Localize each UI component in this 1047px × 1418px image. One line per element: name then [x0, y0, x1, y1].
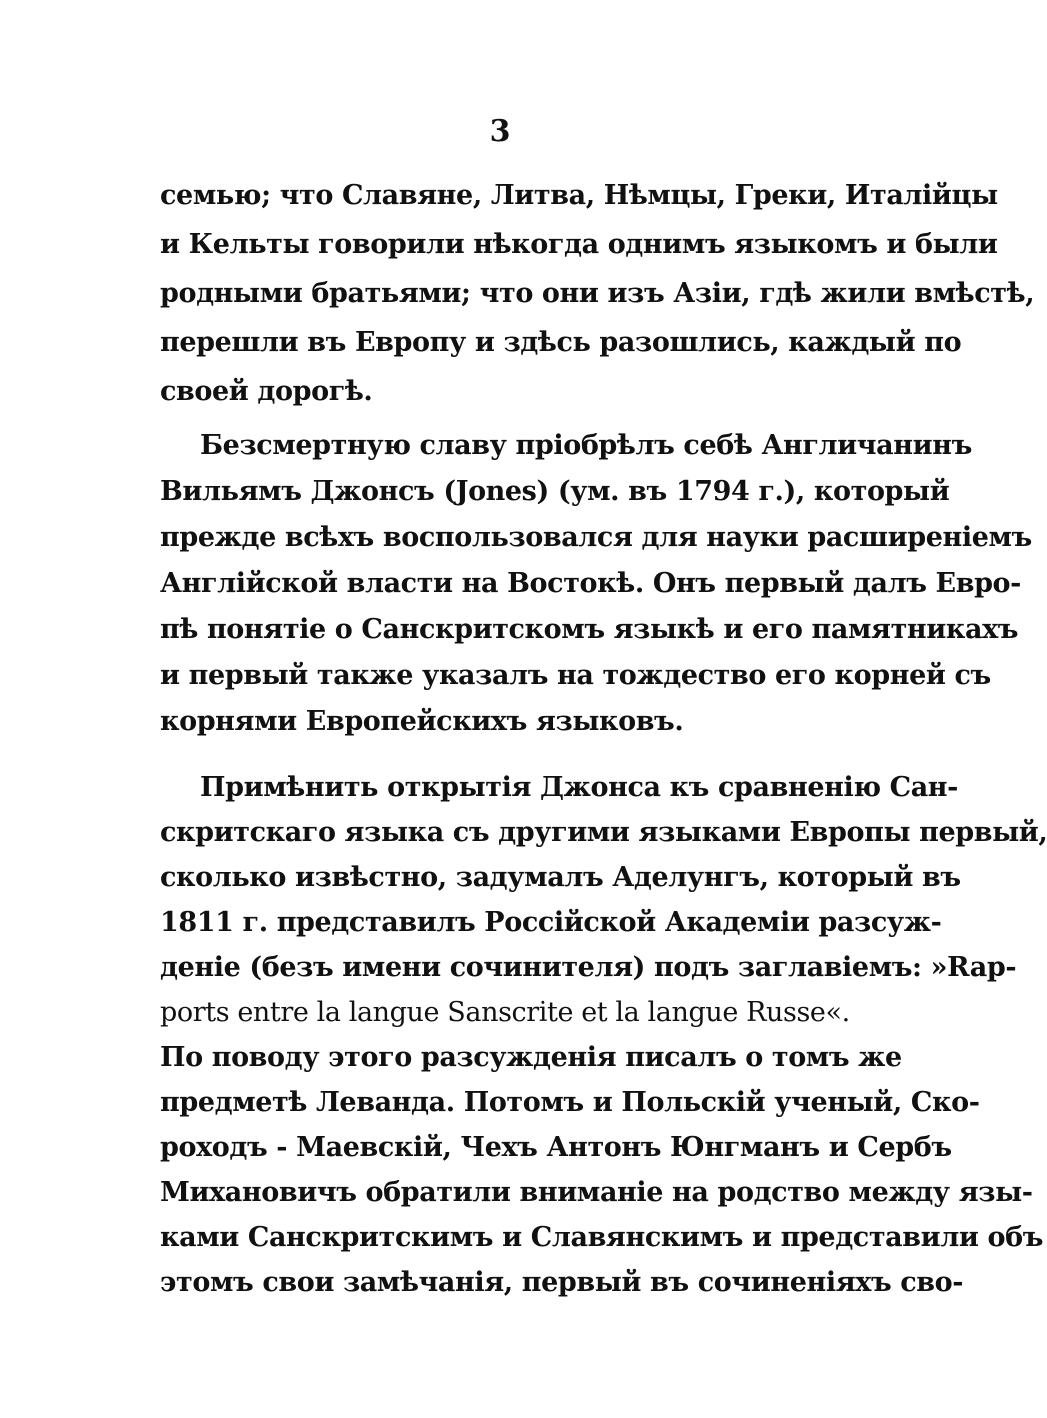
text-line: скритскаго языка съ другими языками Европы первый,: [160, 817, 1047, 848]
text-line: этомъ свои замѣчанія, первый въ сочиненіяхъ сво-: [160, 1267, 964, 1298]
text-line: Михановичъ обратили вниманіе на родство между язы-: [160, 1177, 1033, 1208]
page-number: 3: [489, 114, 511, 149]
text-line: 1811 г. представилъ Россійской Академіи разсуж-: [160, 907, 942, 938]
text-line: и Кельты говорили нѣкогда однимъ языкомъ и были: [160, 229, 998, 260]
text-line: предметѣ Леванда. Потомъ и Польскій ученый, Ско-: [160, 1087, 980, 1118]
text-line: своей дорогѣ.: [160, 376, 373, 407]
text-line: родными братьями; что они изъ Азіи, гдѣ жили вмѣстѣ,: [160, 278, 1035, 309]
text-line: и первый также указалъ на тождество его корней съ: [160, 660, 991, 691]
text-line: По поводу этого разсужденія писалъ о томъ же: [160, 1042, 902, 1073]
text-line: корнями Европейскихъ языковъ.: [160, 706, 684, 737]
text-line: Примѣнить открытія Джонса къ сравненію Сан-: [200, 772, 958, 803]
text-line: Англійской власти на Востокѣ. Онъ первый далъ Евро-: [160, 568, 1021, 599]
text-line: сколько извѣстно, задумалъ Аделунгъ, который въ: [160, 862, 961, 893]
text-line: перешли въ Европу и здѣсь разошлись, каждый по: [160, 327, 962, 358]
text-line: деніе (безъ имени сочинителя) подъ заглавіемъ: »Rap-: [160, 952, 1017, 983]
text-line: ports entre la langue Sanscrite et la langue Russe«.: [160, 997, 850, 1028]
text-line: Вильямъ Джонсъ (Jones) (ум. въ 1794 г.), который: [160, 476, 950, 507]
text-line: семью; что Славяне, Литва, Нѣмцы, Греки, Италійцы: [160, 180, 998, 211]
text-line: Безсмертную славу пріобрѣлъ себѣ Англичанинъ: [200, 430, 972, 461]
text-line: пѣ понятіе о Санскритскомъ языкѣ и его памятникахъ: [160, 614, 1019, 645]
text-line: роходъ - Маевскій, Чехъ Антонъ Юнгманъ и Сербъ: [160, 1132, 952, 1163]
text-line: ками Санскритскимъ и Славянскимъ и представили объ: [160, 1222, 1044, 1253]
text-line: прежде всѣхъ воспользовался для науки расширеніемъ: [160, 522, 1032, 553]
